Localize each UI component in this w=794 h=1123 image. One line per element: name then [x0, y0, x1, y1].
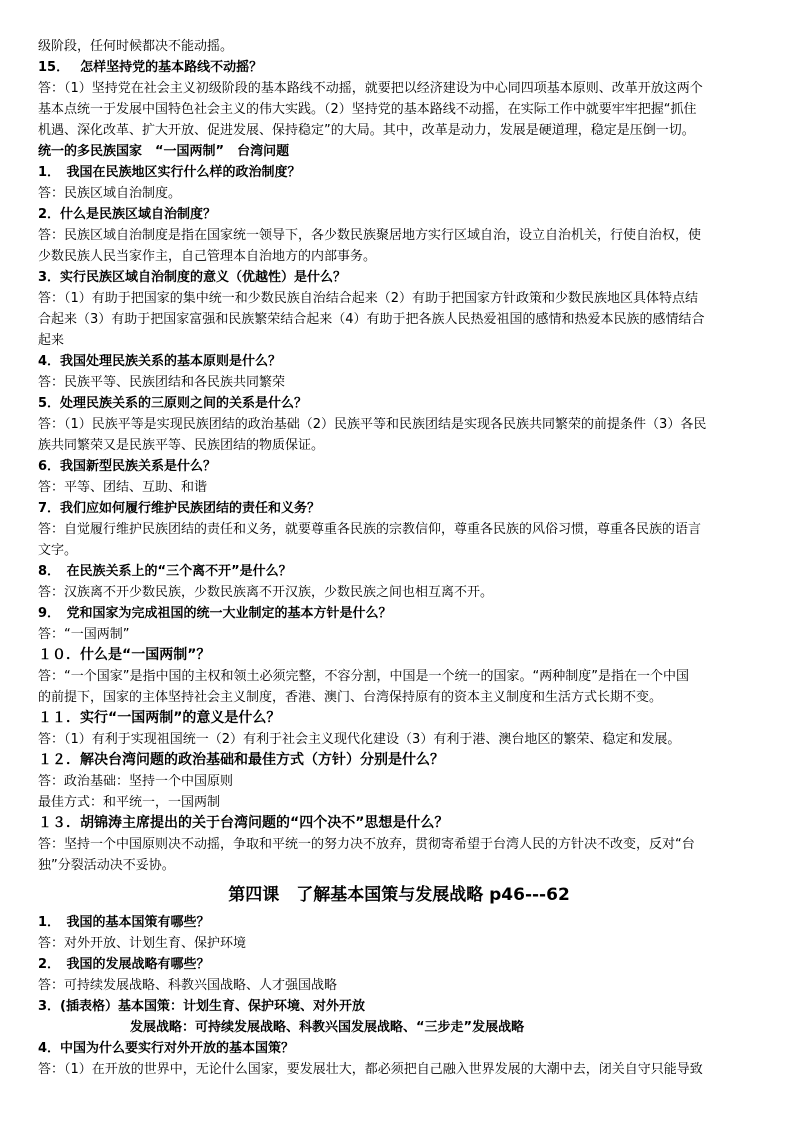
- answer-line: 最佳方式：和平统一，一国两制: [38, 795, 221, 810]
- answer-line: 答：对外开放、计划生育、保护环境: [38, 936, 247, 951]
- question-line: 发展战略：可持续发展战略、科教兴国发展战略、“三步走”发展战略: [130, 1020, 525, 1035]
- answer-line: 少数民族人民当家作主，自己管理本自治地方的内部事务。: [38, 249, 377, 264]
- answer-line: 答：（1）在开放的世界中，无论什么国家，要发展壮大，都必须把自己融入世界发展的大潮中去，闭关自守只能导致: [38, 1062, 703, 1077]
- answer-line: 答：“一国两制”: [38, 627, 130, 642]
- lesson-title: 第四课 了解基本国策与发展战略 p46---62: [228, 885, 570, 905]
- section-lesson-three-content: [38, 36, 760, 876]
- answer-line: 文字。: [38, 543, 78, 558]
- question-line: 4．我国处理民族关系的基本原则是什么？: [38, 354, 282, 369]
- answer-line: 答：民族平等、民族团结和各民族共同繁荣: [38, 375, 286, 390]
- answer-line: 答：平等、团结、互助、和谐: [38, 480, 208, 495]
- question-line: 9． 党和国家为完成祖国的统一大业制定的基本方针是什么？: [38, 606, 392, 621]
- answer-line: 答：（1）坚持党在社会主义初级阶段的基本路线不动摇，就要把以经济建设为中心同四项基本原则、改革开放这两个: [38, 81, 703, 96]
- question-line: １１．实行“一国两制”的意义是什么？: [38, 710, 281, 726]
- question-line: １２．解决台湾问题的政治基础和最佳方式（方针）分别是什么？: [38, 752, 444, 768]
- question-line: 2． 我国的发展战略有哪些？: [38, 957, 210, 972]
- question-line: １３．胡锦涛主席提出的关于台湾问题的“四个决不”思想是什么？: [38, 815, 449, 831]
- answer-line: 机遇、深化改革、扩大开放、促进发展、保持稳定”的大局。其中，改革是动力，发展是硬道理，稳定是压倒一切。: [38, 123, 695, 138]
- question-line: 4．中国为什么要实行对外开放的基本国策？: [38, 1041, 295, 1056]
- answer-line: 答：（1）有助于把国家的集中统一和少数民族自治结合起来（2）有助于把国家方针政策和少数民族地区具体特点结: [38, 291, 699, 306]
- answer-line: 答：政治基础：坚持一个中国原则: [38, 774, 234, 789]
- question-line: 7．我们应如何履行维护民族团结的责任和义务？: [38, 501, 321, 516]
- question-line: 15． 怎样坚持党的基本路线不动摇？: [38, 60, 263, 75]
- answer-line: 答：可持续发展战略、科教兴国战略、人才强国战略: [38, 978, 338, 993]
- question-line: 1． 我国在民族地区实行什么样的政治制度？: [38, 165, 301, 180]
- question-line: 统一的多民族国家 “一国两制” 台湾问题: [38, 144, 290, 159]
- document-page: [38, 36, 760, 1080]
- answer-line: 答：民族区域自治制度。: [38, 186, 182, 201]
- answer-line: 合起来（3）有助于把国家富强和民族繁荣结合起来（4）有助于把各族人民热爱祖国的感情和热爱本民族的感情结合: [38, 312, 705, 327]
- question-line: 6．我国新型民族关系是什么？: [38, 459, 217, 474]
- answer-line: 答：（1）民族平等是实现民族团结的政治基础（2）民族平等和民族团结是实现各民族共同繁荣的前提条件（3）各民: [38, 417, 707, 432]
- question-line: 3．(插表格）基本国策：计划生育、保护环境、对外开放: [38, 999, 365, 1014]
- question-line: １０．什么是“一国两制”？: [38, 647, 211, 663]
- question-line: 1． 我国的基本国策有哪些？: [38, 915, 210, 930]
- answer-line: 答：民族区域自治制度是指在国家统一领导下，各少数民族聚居地方实行区域自治，设立自治机关，行使自治权，使: [38, 228, 702, 243]
- answer-line: 的前提下，国家的主体坚持社会主义制度，香港、澳门、台湾保持原有的资本主义制度和生活方式长期不变。: [38, 690, 663, 705]
- answer-line: 级阶段，任何时候都决不能动摇。: [38, 39, 234, 54]
- answer-line: 答：（1）有利于实现祖国统一（2）有利于社会主义现代化建设（3）有利于港、澳台地区的繁荣、稳定和发展。: [38, 732, 681, 747]
- answer-line: 答：汉族离不开少数民族，少数民族离不开汉族，少数民族之间也相互离不开。: [38, 585, 494, 600]
- answer-line: 答：坚持一个中国原则决不动摇，争取和平统一的努力决不放弃，贯彻寄希望于台湾人民的方针决不改变，反对“台: [38, 837, 695, 852]
- question-line: 8． 在民族关系上的“三个离不开”是什么？: [38, 564, 292, 579]
- answer-line: 答：“一个国家”是指中国的主权和领土必须完整，不容分割，中国是一个统一的国家。“两种制度”是指在一个中国: [38, 669, 689, 684]
- answer-line: 基本点统一于发展中国特色社会主义的伟大实践。（2）坚持党的基本路线不动摇，在实际工作中就要牢牢把握“抓住: [38, 102, 697, 117]
- section-lesson-four-content: [38, 912, 760, 1080]
- question-line: 5．处理民族关系的三原则之间的关系是什么？: [38, 396, 308, 411]
- answer-line: 起来: [38, 333, 65, 348]
- question-line: 3．实行民族区域自治制度的意义（优越性）是什么？: [38, 270, 347, 285]
- answer-line: 答：自觉履行维护民族团结的责任和义务，就要尊重各民族的宗教信仰，尊重各民族的风俗习惯，尊重各民族的语言: [38, 522, 702, 537]
- answer-line: 族共同繁荣又是民族平等、民族团结的物质保证。: [38, 438, 325, 453]
- question-line: 2．什么是民族区域自治制度？: [38, 207, 217, 222]
- answer-line: 独”分裂活动决不妥协。: [38, 858, 175, 873]
